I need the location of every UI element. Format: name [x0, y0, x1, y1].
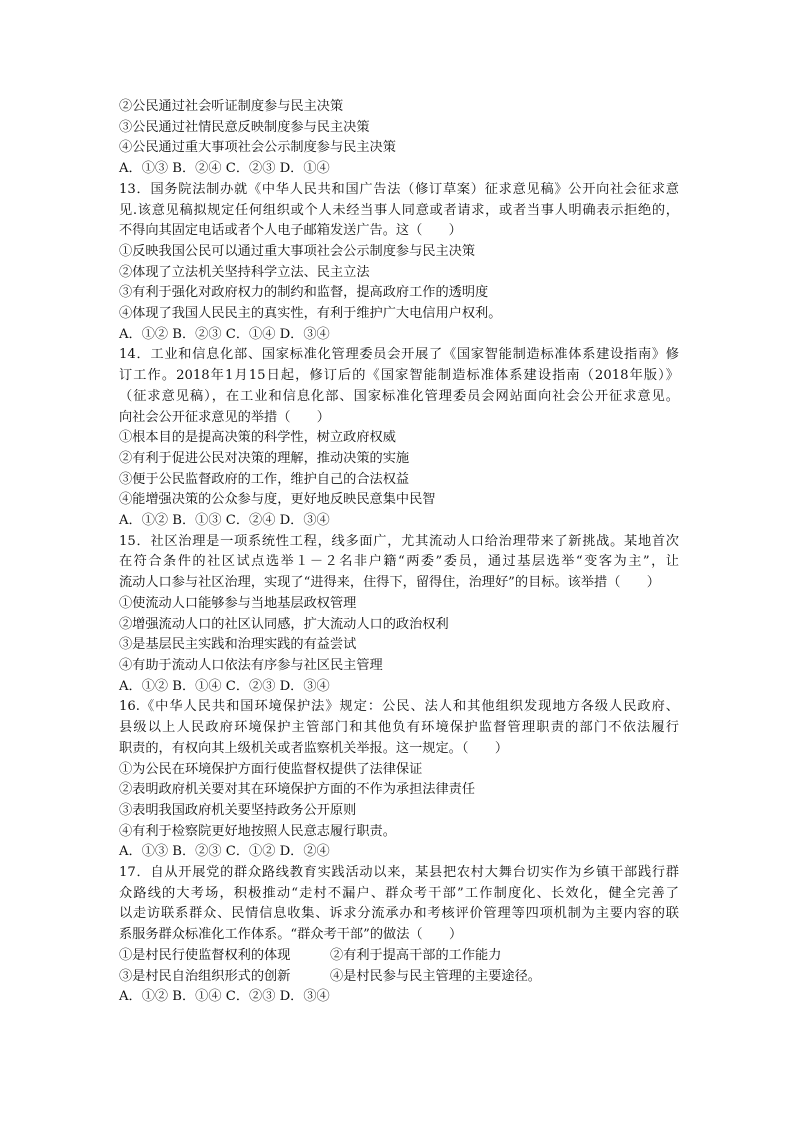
question-text-line: 14．工业和信息化部、国家标准化管理委员会开展了《国家智能制造标准体系建设指南》修 [119, 347, 679, 363]
question-17 [119, 863, 679, 1008]
option-statement: ③公民通过社情民意反映制度参与民主决策 [119, 119, 370, 135]
option-statement: ①反映我国公民可以通过重大事项社会公示制度参与民主决策 [119, 243, 476, 259]
question-14 [119, 345, 679, 531]
document-body [119, 97, 679, 1008]
option-statement: ②增强流动人口的社区认同感，扩大流动人口的政治权利 [119, 616, 449, 632]
answer-choices: A．①② B．①④ C．②③ D．③④ [119, 989, 330, 1005]
question-text-line: 16.《中华人民共和国环境保护法》规定：公民、法人和其他组织发现地方各级人民政府、 [119, 699, 679, 715]
option-statement: ②公民通过社会听证制度参与民主决策 [119, 99, 344, 114]
question-text-line: 13．国务院法制办就《中华人民共和国广告法（修订草案）征求意见稿》公开向社会征求意 [119, 181, 679, 197]
question-text-line: 不得向其固定电话或者个人电子邮箱发送广告。这（ ） [119, 223, 462, 239]
question-13 [119, 180, 679, 346]
option-statement: ③是村民自治组织形式的创新 ④是村民参与民主管理的主要途径。 [119, 968, 541, 984]
answer-choices: A．①② B．②③ C．①④ D．③④ [119, 326, 330, 342]
question-text-line: 以走访联系群众、民情信息收集、诉求分流承办和考核评价管理等四项机制为主要内容的联 [119, 906, 679, 922]
option-statement: ②表明政府机关要对其在环境保护方面的不作为承担法律责任 [119, 782, 476, 798]
question-text-line: 系服务群众标准化工作体系。“群众考干部”的做法（ ） [119, 927, 463, 943]
option-statement: ①是村民行使监督权利的体现 ②有利于提高干部的工作能力 [119, 947, 502, 963]
question-text-line: 17．自从开展党的群众路线教育实践活动以来，某县把农村大舞台切实作为乡镇干部践行群 [119, 865, 679, 881]
question-text-line: 15．社区治理是一项系统性工程，线多面广，尤其流动人口给治理带来了新挑战。某地首次 [119, 533, 679, 549]
option-statement: ②体现了立法机关坚持科学立法、民主立法 [119, 264, 370, 280]
question-15 [119, 532, 679, 698]
question-text-line: 向社会公开征求意见的举措（ ） [119, 409, 330, 425]
question-16 [119, 697, 679, 863]
option-statement: ④公民通过重大事项社会公示制度参与民主决策 [119, 140, 396, 156]
option-statement: ③是基层民主实践和治理实践的有益尝试 [119, 637, 357, 653]
option-statement: ③有利于强化对政府权力的制约和监督，提高政府工作的透明度 [119, 285, 489, 301]
option-statement: ①使流动人口能够参与当地基层政权管理 [119, 595, 357, 611]
option-statement: ①为公民在环境保护方面行使监督权提供了法律保证 [119, 761, 423, 777]
question-text-line: 众路线的大考场，积极推动“走村不漏户、群众考干部”工作制度化、长效化，健全完善了 [119, 885, 679, 901]
question-text-line: 县级以上人民政府环境保护主管部门和其他负有环境保护监督管理职责的部门不依法履行 [119, 720, 679, 736]
question-text-line: 订工作。2018年1月15日起，修订后的《国家智能制造标准体系建设指南（2018年版）》 [119, 368, 679, 384]
option-statement: ④体现了我国人民民主的真实性，有利于维护广大电信用户权利。 [119, 306, 502, 322]
question-12-tail [119, 97, 679, 180]
question-text-line: 职责的，有权向其上级机关或者监察机关举报。这一规定。（ ） [119, 740, 509, 756]
option-statement: ②有利于促进公民对决策的理解，推动决策的实施 [119, 450, 410, 466]
option-statement: ④有利于检察院更好地按照人民意志履行职责。 [119, 823, 396, 839]
option-statement: ④能增强决策的公众参与度，更好地反映民意集中民智 [119, 492, 436, 508]
question-text-line: 见.该意见稿拟规定任何组织或个人未经当事人同意或者请求，或者当事人明确表示拒绝的， [119, 202, 679, 218]
answer-choices: A．①② B．①③ C．②④ D．③④ [119, 513, 330, 529]
answer-choices: A．①③ B．②④ C．②③ D．①④ [119, 161, 330, 177]
answer-choices: A．①③ B．②③ C．①② D．②④ [119, 844, 330, 860]
option-statement: ③便于公民监督政府的工作，维护自己的合法权益 [119, 471, 410, 487]
question-text-line: 流动人口参与社区治理，实现了“进得来，住得下，留得住，治理好”的目标。该举措（ ） [119, 575, 660, 591]
question-text-line: （征求意见稿），在工业和信息化部、国家标准化管理委员会网站面向社会公开征求意见。 [119, 388, 679, 404]
option-statement: ③表明我国政府机关要坚持政务公开原则 [119, 802, 357, 818]
option-statement: ①根本目的是提高决策的科学性，树立政府权威 [119, 430, 396, 446]
answer-choices: A．①② B．①④ C．②③ D．③④ [119, 678, 330, 694]
option-statement: ④有助于流动人口依法有序参与社区民主管理 [119, 657, 383, 673]
question-text-line: 在符合条件的社区试点选举１－２名非户籍“两委”委员，通过基层选举“变客为主”，让 [119, 554, 679, 570]
